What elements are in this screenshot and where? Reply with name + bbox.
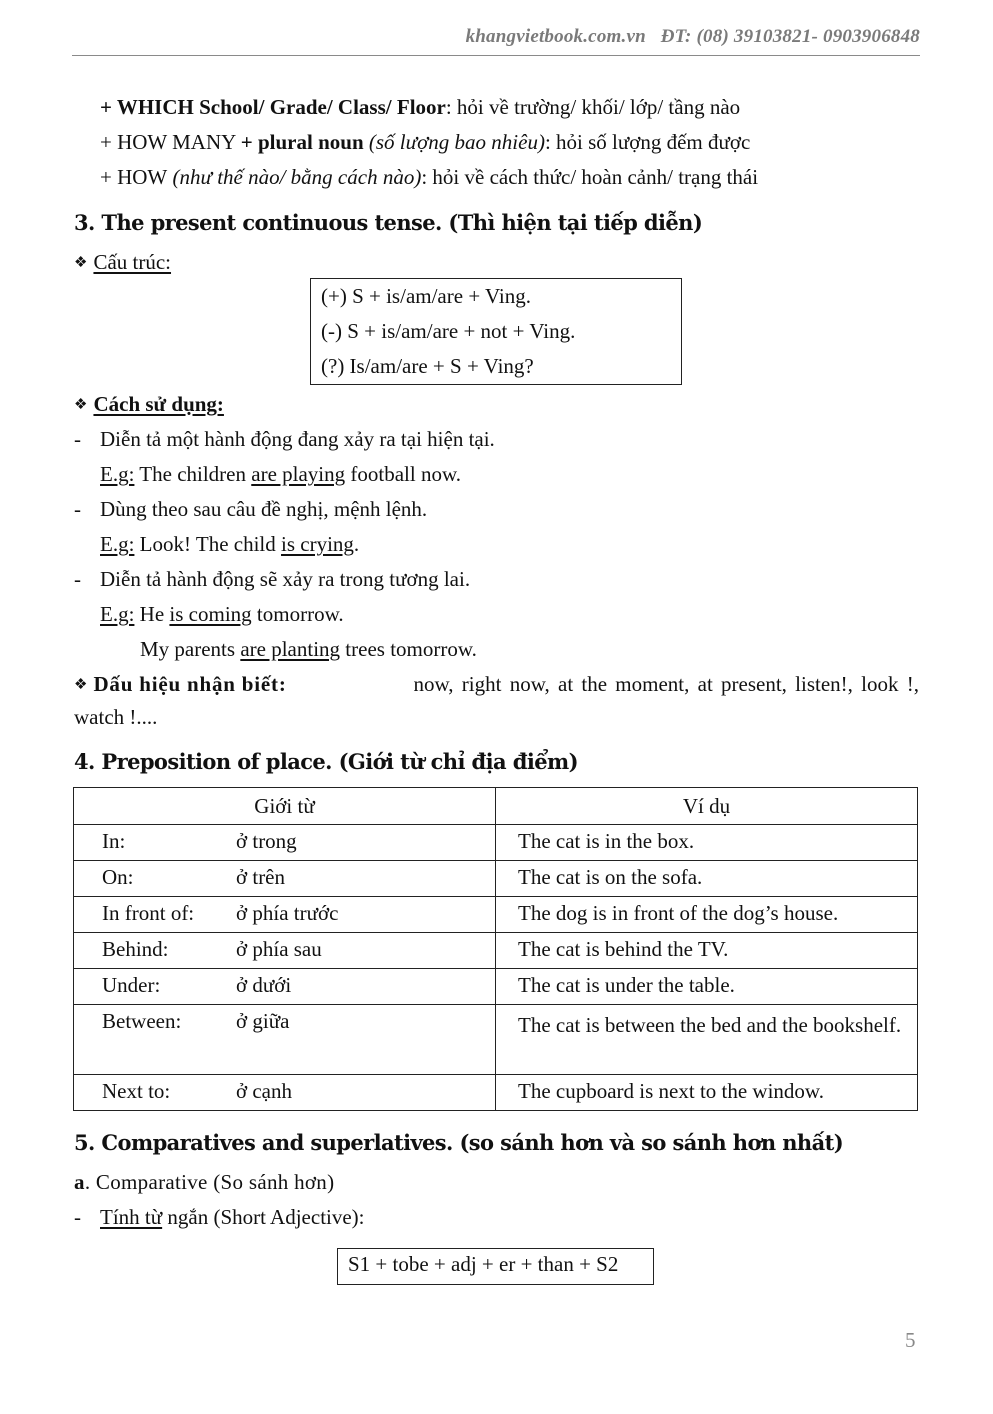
structure-question: (?) Is/am/are + S + Ving? — [321, 354, 534, 378]
page-header — [425, 26, 920, 48]
short-adj-rest: ngắn (Short Adjective): — [162, 1205, 365, 1229]
eg-verb: is crying — [281, 532, 354, 556]
table-row — [74, 1005, 918, 1075]
question-how — [100, 163, 758, 191]
table-row — [74, 1075, 918, 1111]
example-sentence: The cat is between the bed and the bookshelf. — [518, 1013, 902, 1037]
section5-title: 5. Comparatives and superlatives. (so sánh hơn và so sánh hơn nhất) — [74, 1130, 844, 1155]
question-how-many-bold: + plural noun — [240, 130, 364, 154]
usage-3-dash: - — [74, 567, 81, 591]
table-row — [74, 861, 918, 897]
usage-3-text: Diễn tả hành động sẽ xảy ra trong tương lai. — [100, 567, 471, 591]
usage-2-example — [100, 530, 359, 558]
preposition-table — [73, 787, 918, 1111]
preposition-en: Between: — [102, 1009, 182, 1033]
preposition-en: Next to: — [102, 1079, 171, 1103]
page-number: 5 — [905, 1328, 916, 1352]
usage-3-example-2 — [140, 635, 477, 663]
example-sentence: The cat is under the table. — [518, 973, 735, 997]
diamond-bullet-icon: ❖ — [74, 677, 88, 693]
preposition-en: In: — [102, 829, 126, 853]
structure-label: Cấu trúc: — [93, 250, 172, 274]
header-phone: ĐT: (08) 39103821- 0903906848 — [660, 26, 920, 47]
sub-a-label: a — [74, 1170, 85, 1194]
eg-text: Look! The child — [134, 532, 282, 556]
usage-label: Cách sử dụng: — [93, 392, 224, 416]
section4-title: 4. Preposition of place. (Giới từ chỉ địa điểm) — [74, 749, 578, 774]
preposition-vi: ở dưới — [236, 973, 292, 997]
table-row — [74, 933, 918, 969]
eg-verb: are planting — [240, 637, 341, 661]
preposition-vi: ở phía sau — [236, 937, 322, 961]
eg-text: . — [353, 532, 360, 556]
question-how-many-prefix: + HOW MANY — [100, 130, 241, 154]
usage-2-dash: - — [74, 497, 81, 521]
question-how-many-italic: (số lượng bao nhiêu) — [363, 130, 545, 154]
signs-line-2: watch !.... — [74, 705, 158, 729]
question-how-many-rest: : hỏi số lượng đếm được — [544, 130, 751, 154]
question-how-prefix: + HOW — [100, 165, 168, 189]
usage-heading — [74, 390, 224, 421]
eg-text: My parents — [140, 637, 241, 661]
eg-text: The children — [134, 462, 252, 486]
example-sentence: The cupboard is next to the window. — [518, 1079, 824, 1103]
question-which — [100, 93, 740, 121]
column-header-example: Ví dụ — [496, 788, 918, 825]
structure-affirmative: (+) S + is/am/are + Ving. — [321, 284, 532, 308]
signs-line-1 — [74, 670, 919, 701]
structure-heading — [74, 248, 171, 279]
preposition-en: Behind: — [102, 937, 169, 961]
preposition-en: On: — [102, 865, 134, 889]
eg-text: tomorrow. — [251, 602, 344, 626]
short-adj-line — [100, 1203, 365, 1231]
signs-list: now, right now, at the moment, at present, listen!, look !, — [413, 672, 919, 696]
question-how-rest: : hỏi về cách thức/ hoàn cảnh/ trạng thái — [421, 165, 759, 189]
short-adj-dash: - — [74, 1205, 81, 1229]
question-how-italic: (như thế nào/ bằng cách nào) — [167, 165, 422, 189]
comparative-formula: S1 + tobe + adj + er + than + S2 — [348, 1252, 619, 1276]
eg-label: E.g: — [100, 462, 135, 486]
sub-a-text: . Comparative (So sánh hơn) — [84, 1170, 335, 1194]
usage-1-dash: - — [74, 427, 81, 451]
preposition-vi: ở trên — [236, 865, 286, 889]
example-sentence: The cat is on the sofa. — [518, 865, 703, 889]
question-how-many — [100, 128, 750, 156]
usage-1-example — [100, 460, 461, 488]
preposition-en: Under: — [102, 973, 161, 997]
question-which-bold: + WHICH School/ Grade/ Class/ Floor — [100, 95, 446, 119]
diamond-bullet-icon: ❖ — [74, 255, 88, 271]
preposition-vi: ở phía trước — [236, 901, 339, 925]
section3-title: 3. The present continuous tense. (Thì hiện tại tiếp diễn) — [74, 210, 703, 235]
comparative-formula-box — [337, 1248, 654, 1285]
example-sentence: The dog is in front of the dog’s house. — [518, 901, 839, 925]
eg-text: trees tomorrow. — [340, 637, 477, 661]
preposition-vi: ở cạnh — [236, 1079, 292, 1103]
eg-text: He — [134, 602, 170, 626]
structure-negative: (-) S + is/am/are + not + Ving. — [321, 319, 576, 343]
example-sentence: The cat is behind the TV. — [518, 937, 729, 961]
eg-verb: are playing — [251, 462, 346, 486]
preposition-vi: ở giữa — [236, 1009, 290, 1033]
usage-2-text: Dùng theo sau câu đề nghị, mệnh lệnh. — [100, 497, 428, 521]
usage-3-example — [100, 600, 344, 628]
eg-text: football now. — [345, 462, 461, 486]
comparative-heading — [74, 1168, 334, 1196]
table-row — [74, 897, 918, 933]
table-row — [74, 969, 918, 1005]
eg-verb: is coming — [169, 602, 252, 626]
usage-1-text: Diễn tả một hành động đang xảy ra tại hiện tại. — [100, 427, 495, 451]
eg-label: E.g: — [100, 532, 135, 556]
short-adj-underlined: Tính từ — [100, 1205, 163, 1229]
structure-box — [310, 278, 682, 385]
table-row — [74, 825, 918, 861]
example-sentence: The cat is in the box. — [518, 829, 695, 853]
diamond-bullet-icon: ❖ — [74, 397, 88, 413]
column-header-preposition: Giới từ — [74, 788, 496, 825]
signs-label: Dấu hiệu nhận biết: — [93, 672, 287, 696]
table-header-row — [74, 788, 918, 825]
header-site: khangvietbook.com.vn — [465, 26, 646, 47]
header-rule — [72, 55, 920, 56]
question-which-rest: : hỏi về trường/ khối/ lớp/ tầng nào — [445, 95, 741, 119]
preposition-vi: ở trong — [236, 829, 297, 853]
preposition-en: In front of: — [102, 901, 195, 925]
eg-label: E.g: — [100, 602, 135, 626]
